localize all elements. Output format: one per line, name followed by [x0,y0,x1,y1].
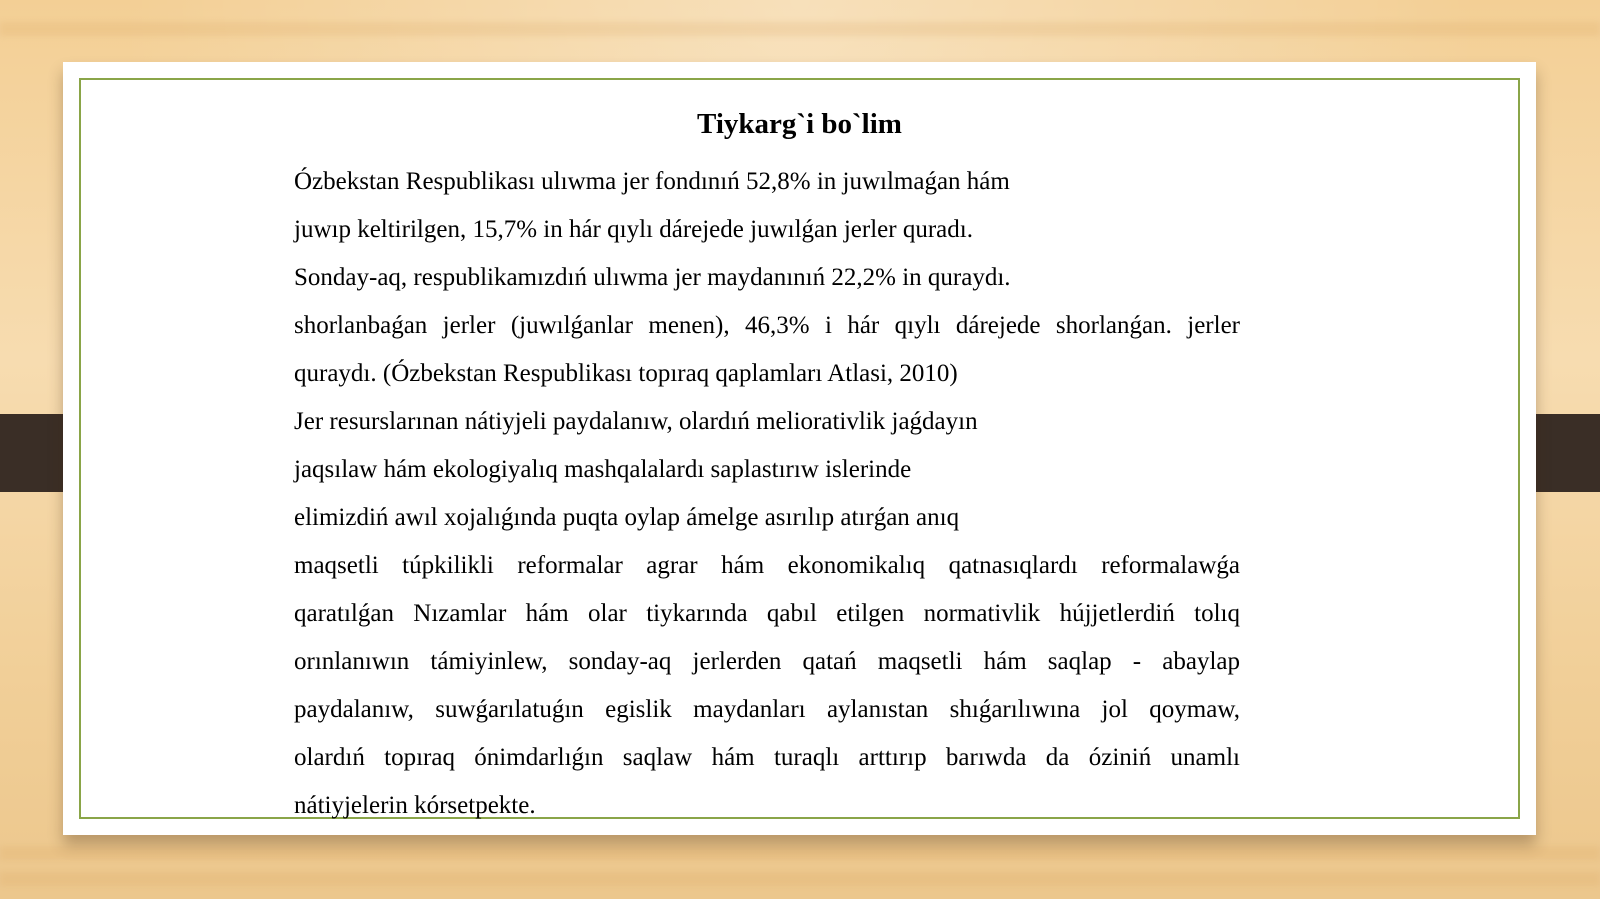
background-grain [0,846,1600,860]
body-line: shorlanbaǵan jerler (juwılǵanlar menen), 46,3% i hár qıylı dárejede shorlanǵan. jerler [294,312,1240,339]
body-line: Jer resurslarınan nátiyjeli paydalanıw, olardıń meliorativlik jaǵdayın [294,408,978,435]
body-line: quraydı. (Ózbekstan Respublikası topıraq qaplamları Atlasi, 2010) [294,360,958,387]
slide-title: Tiykarg`i bo`lim [697,108,902,140]
body-line: jaqsılaw hám ekologiyalıq mashqalalardı saplastırıw islerinde [294,456,912,483]
background-grain [0,872,1600,886]
body-line: juwıp keltirilgen, 15,7% in hár qıylı dárejede juwılǵan jerler quradı. [294,216,973,243]
body-line: Sonday-aq, respublikamızdıń ulıwma jer maydanınıń 22,2% in quraydı. [294,264,1011,291]
body-line: olardıń topıraq ónimdarlıǵın saqlaw hám turaqlı arttırıp barıwda da óziniń unamlı [294,744,1240,771]
body-line: paydalanıw, suwǵarılatuǵın egislik maydanları aylanıstan shıǵarılıwına jol qoymaw, [294,696,1240,723]
body-line: orınlanıwın támiyinlew, sonday-aq jerlerden qatań maqsetli hám saqlap - abaylap [294,648,1240,675]
body-line: Ózbekstan Respublikası ulıwma jer fondınıń 52,8% in juwılmaǵan hám [294,168,1010,195]
body-line: elimizdiń awıl xojalıǵında puqta oylap ámelge asırılıp atırǵan anıq [294,504,960,531]
background-grain [0,22,1600,36]
body-line: maqsetli túpkilikli reformalar agrar hám ekonomikalıq qatnasıqlardı reformalawǵa [294,552,1240,579]
slide-card [63,62,1536,835]
body-line: nátiyjelerin kórsetpekte. [294,792,536,819]
body-line: qaratılǵan Nızamlar hám olar tiykarında qabıl etilgen normativlik hújjetlerdiń tolıq [294,600,1240,627]
slide-body [294,158,1240,830]
